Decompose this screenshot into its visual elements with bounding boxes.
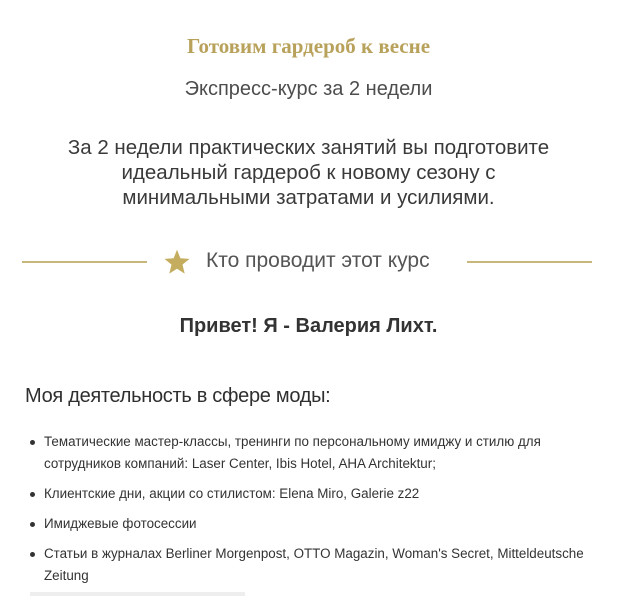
activities-list bbox=[44, 431, 604, 595]
decorative-bar bbox=[30, 592, 245, 596]
bullet-icon bbox=[30, 492, 35, 497]
course-title: Готовим гардероб к весне bbox=[186, 34, 431, 58]
divider-line-left bbox=[22, 261, 147, 263]
bullet-icon bbox=[30, 440, 35, 445]
list-item bbox=[44, 543, 604, 587]
list-item bbox=[44, 431, 604, 475]
activities-heading: Моя деятельность в сфере моды: bbox=[25, 385, 331, 407]
course-subtitle: Экспресс-курс за 2 недели bbox=[184, 78, 433, 100]
divider-label: Кто проводит этот курс bbox=[206, 249, 430, 272]
instructor-greeting: Привет! Я - Валерия Лихт. bbox=[179, 315, 438, 337]
list-item bbox=[44, 513, 604, 535]
list-item bbox=[44, 483, 604, 505]
bullet-icon bbox=[30, 552, 35, 557]
bullet-icon bbox=[30, 522, 35, 527]
section-divider bbox=[0, 244, 617, 280]
list-item-text: Клиентские дни, акции со стилистом: Elena Miro, Galerie z22 bbox=[44, 486, 420, 501]
list-item-text: Имиджевые фотосессии bbox=[44, 516, 197, 531]
course-description: За 2 недели практических занятий вы подготовите идеальный гардероб к новому сезону с минимальными затратами и усилиями. bbox=[67, 136, 550, 209]
divider-line-right bbox=[467, 261, 592, 263]
list-item-text: Статьи в журналах Berliner Morgenpost, OTTO Magazin, Woman's Secret, Mitteldeutsche Zeitung bbox=[44, 546, 584, 583]
list-item-text: Тематические мастер-классы, тренинги по персональному имиджу и стилю для сотрудников компаний: Laser Center, Ibis Hotel, AHA Architektur; bbox=[44, 434, 541, 471]
star-icon bbox=[163, 248, 191, 276]
